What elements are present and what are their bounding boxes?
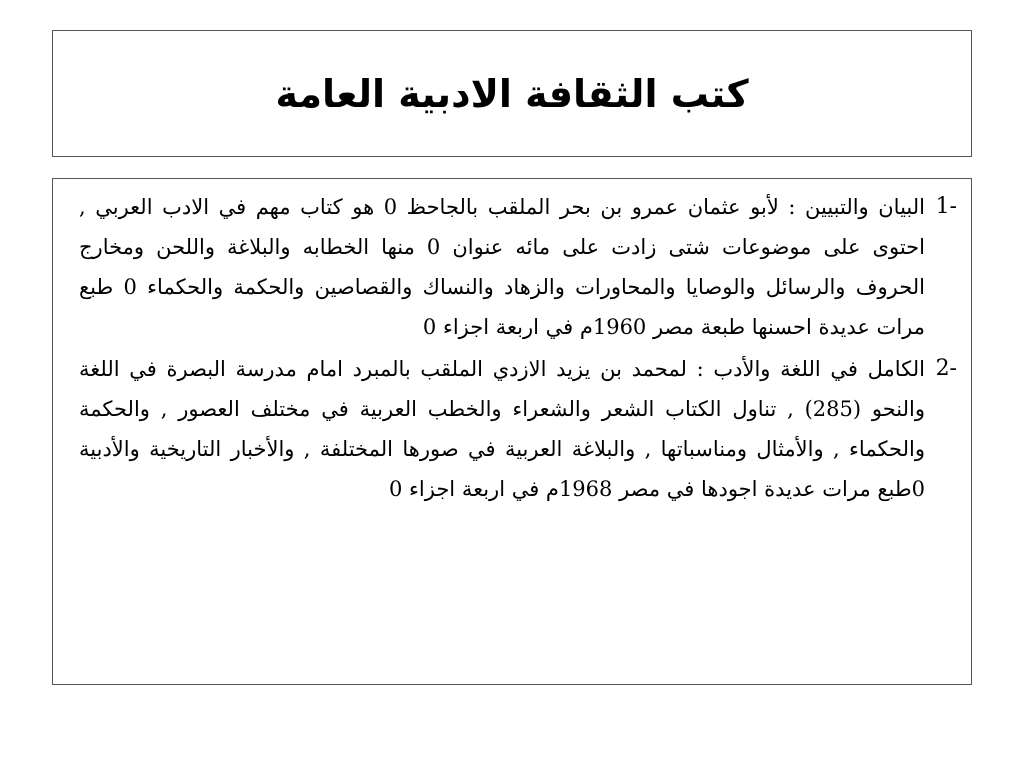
list-item (79, 349, 957, 509)
item-text: الكامل في اللغة والأدب : لمحمد بن يزيد الازدي الملقب بالمبرد امام مدرسة البصرة في اللغة والنحو (285) , تناول الكتاب الشعر والشعراء والخطب العربية في مختلف العصور , والحكمة والحكماء , والأمثال ومناسباتها , والبلاغة العربية في صورها المختلفة , والأخبار التاريخية والأدبية 0طبع مرات عديدة اجودها في مصر 1968م في اربعة اجزاء 0 (79, 357, 926, 501)
item-number: 1- (935, 194, 957, 219)
list-item (79, 187, 957, 347)
slide-title: كتب الثقافة الادبية العامة (275, 71, 749, 116)
content-box (52, 178, 972, 685)
item-number: 2- (935, 356, 957, 381)
title-box (52, 30, 972, 157)
item-text: البيان والتبيين : لأبو عثمان عمرو بن بحر الملقب بالجاحظ 0 هو كتاب مهم في الادب العربي , احتوى على موضوعات شتى زادت على مائه عنوان 0 منها الخطابه والبلاغة واللحن ومخارج الحروف والرسائل والوصايا والمحاورات والزهاد والنساك والقصاصين والحكمة والحكماء 0 طبع مرات عديدة احسنها طبعة مصر 1960م في اربعة اجزاء 0 (79, 195, 926, 339)
